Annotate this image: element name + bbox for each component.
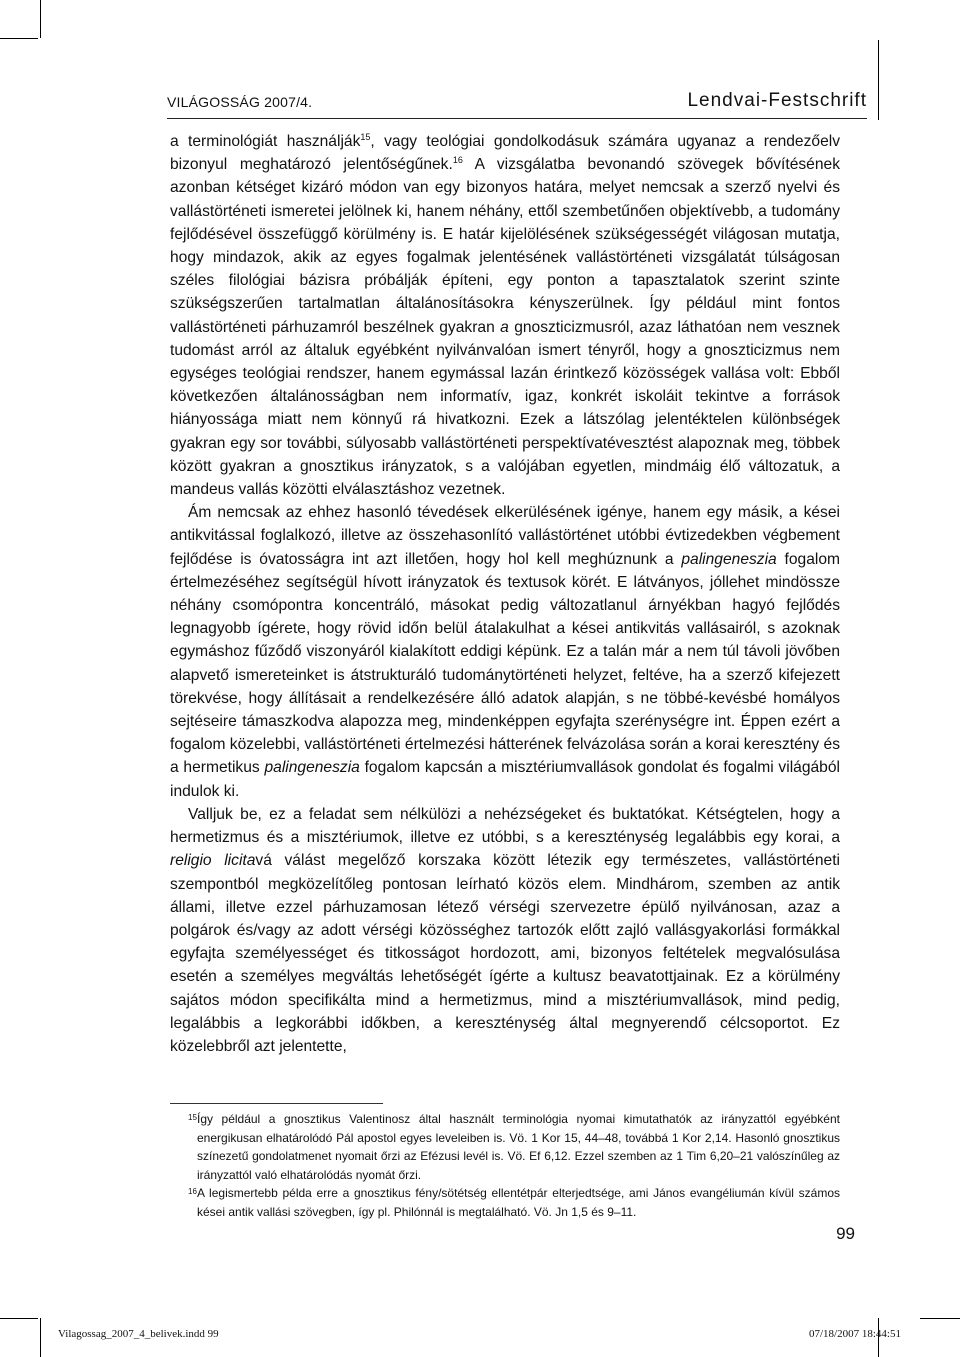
journal-issue: VILÁGOSSÁG 2007/4. bbox=[167, 94, 313, 110]
footnotes bbox=[170, 1110, 840, 1222]
crop-mark bbox=[40, 1318, 41, 1357]
paragraph-3: Valljuk be, ez a feladat sem nélkülözi a nehézségeket és buktatókat. Kétségtelen, hogy a hermetizmus és a misztériumok, illetve ez utóbbi, s a kereszténység legalábbis egy korai, a religio licitavá válást megelőző korszaka között létezik egy természetes, vallástörténeti szempontból megközelítőleg pontosan leírható közös elem. Mindhárom, szemben az antik állami, illetve ezzel párhuzamosan létező vérségi szervezetre épülő nyilvánosan, azaz a polgárok és/vagy az adott vérségi közösséghez tartozók előtt zajló vallásgyakorlási formákkal egyfajta személyességet és titkosságot hordozott, ami, bizonyos feltételek megvalósulása esetén a személyes megváltás lehetőségét ígérte a kultusz beavatottjainak. Ez a körülmény sajátos módon specifikálta mind a hermetizmus, mind a misztériumvallások, mind pedig, legalábbis a legkorábbi időkben, a kereszténység által megnyerendő célcsoportot. Ez közelebbről azt jelentette, bbox=[170, 805, 840, 1055]
footnote-15 bbox=[170, 1110, 840, 1184]
footnote-text: Így például a gnosztikus Valentinosz által használt terminológia nyomai kimutathatók az irányzattól egyébként energikusan elhatárolódó Pál apostol egyes leveleiben is. Vö. 1 Kor 15, 44–48, továbbá 1 Kor 2,14. Hasonló gnosztikus színezetű gondolatmenet nyomait őrzi az Efézusi levél is. Vö. Ef 6,12. Ezzel szemben az 1 Tim 6,20–21 valószínűleg az irányzattól való elhatárolódás nyomát őrzi. bbox=[197, 1112, 840, 1182]
running-header bbox=[167, 88, 867, 114]
footnote-number: 15 bbox=[188, 1113, 197, 1122]
footnote-ref-16[interactable]: 16 bbox=[452, 155, 463, 166]
paragraph-2: Ám nemcsak az ehhez hasonló tévedések elkerülésének igénye, hanem egy másik, a kései antikvitással foglalkozó, illetve az összehasonlító vallástörténet utóbbi évtizedekben végbement fejlődése is óvatosságra int azt illetően, hogy hol kell meghúznunk a palingeneszia fogalom értelmezéséhez segítségül hívott irányzatok és textusok körét. E látványos, jóllehet mindössze néhány csomópontra koncentráló, másokat pedig változatlanul árnyékban hagyó fejlődés legnagyobb ígérete, hogy rövid időn belül átalakulhat a kései antikvitás vallásairól, s azoknak egymáshoz fűződő viszonyáról kialakított eddigi képünk. Ez a talán már a nem túl távoli jövőben alapvető ismereteinket is átstrukturáló tudománytörténeti helyzet, feltéve, ha a szerző kifejezett törekvése, hogy állításait a rendelkezésére álló adatok alapján, s ne többé-kevésbé homályos sejtéseire támaszkodva alapozza meg, mindenképpen egyfajta szerénységre int. Éppen ezért a fogalom közelebbi, vallástörténeti értelmezési hátterének felvázolása során a korai keresztény és a hermetikus palingeneszia fogalom kapcsán a misztériumvallások gondolat és fogalmi világából indulok ki. bbox=[170, 504, 841, 800]
section-title: Lendvai-Festschrift bbox=[687, 90, 867, 111]
crop-mark bbox=[920, 1318, 960, 1319]
paragraph-1: a terminológiát használják$^{15}$, vagy teológiai gondolkodásuk számára ugyanaz a rendezőelv bizonyul meghatározó jelentőségűnek.$^{16}$ A vizsgálatba bevonandó szövegek bővítésének azonban kétséget kizáró módon van egy bizonyos határa, melyet nemcsak a szerző nyelvi és vallástörténeti ismeretei jelölnek ki, hanem néhány, ettől szembetűnően objektívebb, a tudomány fejlődésével összefüggő körülmény is. E határ kijelölésének szükségességét világosan mutatja, hogy mindazok, akik az egyes fogalmak jelentésének vallástörténeti vizsgálatát túlságosan széles filológiai bázisra próbálják építeni, egy ponton a tapasztalatok szerint szinte szükségszerűen tartalmatlan általánosításokra kényszerülnek. Így például mint fontos vallástörténeti párhuzamról beszélnek gyakran a gnoszticizmusról, azaz láthatóan nem vesznek tudomást arról az általuk egyébként nyilvánvalóan ismert tényről, hogy a gnoszticizmus nem egységes teológiai rendszer, hanem egymással lazán érintkező közösségek vallása volt: Ebből következően általánosságban nem informatív, igaz, konkrét iskoláit tekintve a források hiányossága miatt nem könnyű rá hivatkozni. Ezek a látszólag jelentéktelen különbségek gyakran egy sor további, súlyosabb vallástörténeti perspektívatévesztést alapoznak meg, többek között gyakran a gnosztikus irányzatok, s a valójában egyetlen, mindmáig élő változatuk, a mandeus vallás közötti elválasztáshoz vezetnek. bbox=[170, 132, 841, 499]
crop-mark bbox=[0, 1318, 38, 1319]
footnote-rule bbox=[170, 1103, 383, 1104]
body-text bbox=[170, 130, 840, 1058]
footnote-text: A legismertebb példa erre a gnosztikus fény/sötétség ellentétpár elterjedtsége, ami János evangéliumán kívül számos kései antik vallási szövegben, így pl. Philónnál is megtalálható. Vö. Jn 1,5 és 9–11. bbox=[197, 1186, 840, 1219]
crop-mark bbox=[878, 40, 879, 120]
page-number: 99 bbox=[836, 1224, 855, 1243]
header-rule bbox=[167, 118, 867, 119]
crop-mark bbox=[0, 38, 38, 39]
footnote-number: 16 bbox=[188, 1187, 197, 1197]
slug-filename: Vilagossag_2007_4_belivek.indd 99 bbox=[58, 1328, 219, 1340]
crop-mark bbox=[40, 0, 41, 38]
footnote-ref-15[interactable]: 15 bbox=[360, 132, 371, 142]
slug-timestamp: 07/18/2007 18:44:51 bbox=[809, 1328, 901, 1340]
footnote-16 bbox=[170, 1184, 840, 1221]
